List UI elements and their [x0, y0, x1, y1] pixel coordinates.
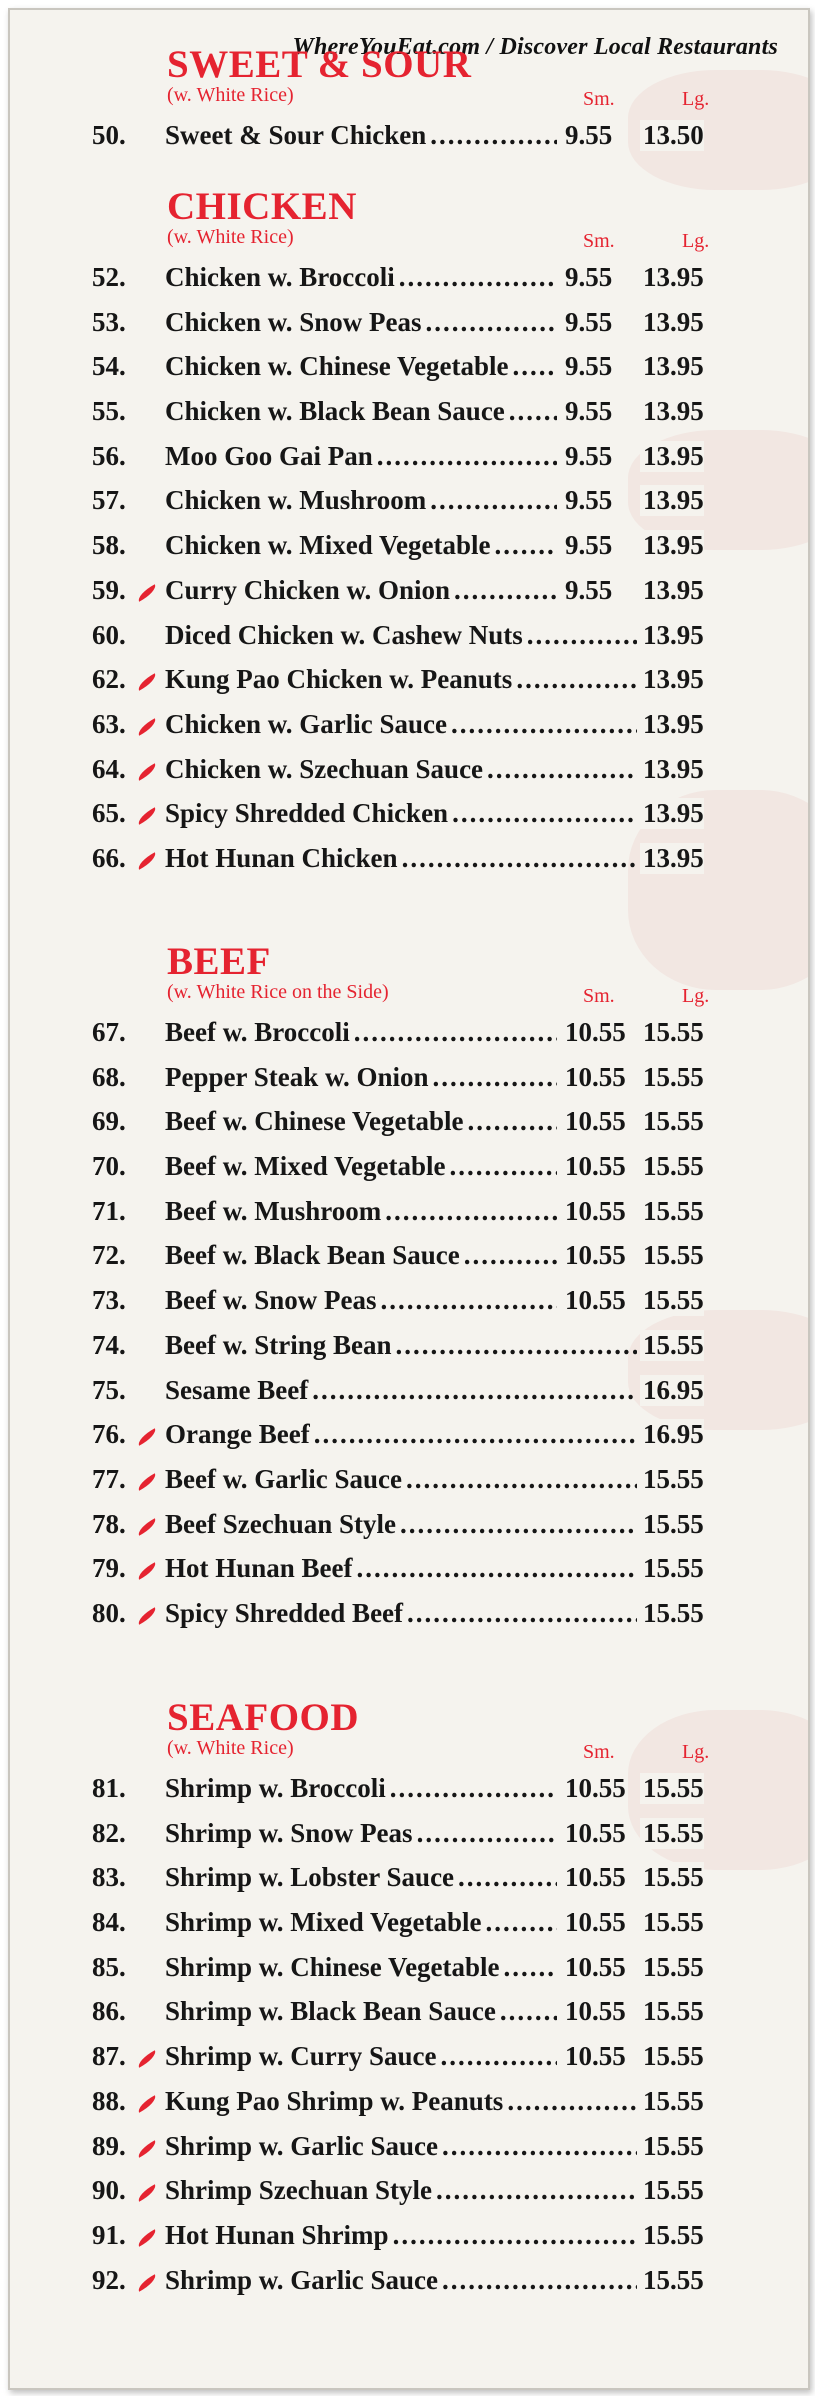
item-price-small: 10.55 — [562, 1952, 626, 1983]
item-name-leader — [165, 351, 557, 382]
menu-item — [0, 1547, 815, 1592]
item-number: 88. — [92, 2085, 126, 2116]
item-price-small: 10.55 — [562, 1907, 626, 1938]
item-number: 85. — [92, 1951, 126, 1982]
item-name: Shrimp w. Snow Peas — [165, 1817, 413, 1848]
item-price-large: 13.95 — [640, 441, 704, 472]
item-name: Shrimp w. Garlic Sauce — [165, 2264, 439, 2295]
item-price-large: 13.95 — [640, 798, 704, 829]
column-header-small: Sm. — [583, 88, 615, 110]
item-price-large: 15.55 — [640, 1151, 704, 1182]
item-number: 75. — [92, 1374, 126, 1405]
menu-item — [0, 2035, 815, 2080]
item-name: Chicken w. Black Bean Sauce — [165, 396, 505, 427]
item-name: Shrimp w. Lobster Sauce — [165, 1862, 455, 1893]
item-price-large: 15.55 — [640, 2086, 704, 2117]
chili-pepper-icon — [135, 1563, 158, 1580]
chili-pepper-icon — [135, 2050, 158, 2067]
item-price-small: 10.55 — [562, 1862, 626, 1893]
item-name: Sweet & Sour Chicken — [165, 120, 427, 150]
item-price-small: 9.55 — [562, 351, 612, 382]
item-name-leader — [165, 2131, 637, 2162]
item-name: Shrimp w. Curry Sauce — [165, 2041, 437, 2072]
menu-item — [0, 569, 815, 614]
item-number: 67. — [92, 1017, 126, 1047]
site-watermark: WhereYouEat.com / Discover Local Restaurants — [292, 34, 778, 60]
menu-item — [0, 1234, 815, 1279]
item-price-small: 9.55 — [562, 262, 612, 293]
item-price-small: 9.55 — [562, 396, 612, 427]
item-name: Diced Chicken w. Cashew Nuts — [165, 619, 523, 650]
menu-item — [0, 2259, 815, 2304]
menu-item — [0, 1190, 815, 1235]
item-name: Beef w. Mushroom — [165, 1195, 382, 1226]
item-number: 81. — [92, 1773, 126, 1803]
item-name: Chicken w. Mixed Vegetable — [165, 530, 491, 561]
item-name: Orange Beef — [165, 1419, 310, 1450]
chili-pepper-icon — [135, 763, 158, 780]
item-name-leader — [165, 262, 557, 293]
chili-pepper-icon — [135, 584, 158, 601]
item-name: Pepper Steak w. Onion — [165, 1061, 429, 1092]
menu-item — [0, 479, 815, 524]
menu-item-list — [0, 256, 815, 882]
item-price-large: 13.95 — [640, 664, 704, 695]
item-name: Beef Szechuan Style — [165, 1508, 396, 1539]
chili-pepper-icon — [135, 2095, 158, 2112]
menu-item — [0, 837, 815, 882]
chili-pepper-icon — [135, 718, 158, 735]
menu-item — [0, 1011, 815, 1056]
item-number: 71. — [92, 1195, 126, 1226]
section-subtitle: (w. White Rice on the Side) — [167, 981, 389, 1003]
item-name-leader — [165, 1862, 557, 1893]
item-name-leader — [165, 1818, 557, 1849]
item-price-large: 13.95 — [640, 754, 704, 785]
item-number: 87. — [92, 2041, 126, 2072]
menu-item — [0, 1324, 815, 1369]
menu-item — [0, 345, 815, 390]
column-header-small: Sm. — [583, 1741, 615, 1763]
item-name-leader — [165, 2086, 637, 2117]
menu-item — [0, 614, 815, 659]
item-name-leader — [165, 530, 557, 561]
item-number: 52. — [92, 262, 126, 292]
menu-item — [0, 1413, 815, 1458]
menu-item — [0, 1056, 815, 1101]
menu-item-list — [0, 1011, 815, 1637]
item-name-leader — [165, 307, 557, 338]
menu-item — [0, 390, 815, 435]
menu-item — [0, 2169, 815, 2214]
item-price-large: 15.55 — [640, 1509, 704, 1540]
item-price-large: 15.55 — [640, 1598, 704, 1629]
chili-pepper-icon — [135, 1473, 158, 1490]
item-number: 78. — [92, 1508, 126, 1539]
item-name: Moo Goo Gai Pan — [165, 440, 373, 471]
item-number: 57. — [92, 485, 126, 516]
chili-pepper-icon — [135, 852, 158, 869]
chili-pepper-icon — [135, 1428, 158, 1445]
item-price-large: 15.55 — [640, 1952, 704, 1983]
item-number: 90. — [92, 2175, 126, 2206]
item-name-leader — [165, 1240, 557, 1271]
menu-item — [0, 1901, 815, 1946]
menu-item — [0, 1990, 815, 2035]
item-number: 55. — [92, 396, 126, 427]
item-name: Hot Hunan Beef — [165, 1553, 353, 1584]
menu-item — [0, 256, 815, 301]
item-name-leader — [165, 396, 557, 427]
item-name: Shrimp w. Garlic Sauce — [165, 2130, 439, 2161]
item-price-small: 10.55 — [562, 1240, 626, 1271]
item-price-large: 15.55 — [640, 1996, 704, 2027]
item-number: 73. — [92, 1285, 126, 1316]
item-number: 74. — [92, 1329, 126, 1360]
item-number: 76. — [92, 1419, 126, 1450]
item-price-small: 9.55 — [562, 307, 612, 338]
item-number: 65. — [92, 798, 126, 829]
item-name-leader — [165, 1509, 637, 1540]
item-name: Beef w. String Bean — [165, 1329, 392, 1360]
section-title: SEAFOOD — [167, 1696, 360, 1739]
item-name-leader — [165, 1285, 557, 1316]
item-name: Spicy Shredded Beef — [165, 1597, 404, 1628]
item-name-leader — [165, 1151, 557, 1182]
item-name: Shrimp w. Black Bean Sauce — [165, 1996, 496, 2027]
item-price-large: 15.55 — [640, 2131, 704, 2162]
item-name: Shrimp w. Chinese Vegetable — [165, 1951, 500, 1982]
item-price-large: 13.95 — [640, 307, 704, 338]
item-name-leader — [165, 1062, 557, 1093]
item-name: Beef w. Black Bean Sauce — [165, 1240, 460, 1271]
chili-pepper-icon — [135, 2140, 158, 2157]
item-number: 92. — [92, 2264, 126, 2295]
item-price-small: 10.55 — [562, 1285, 626, 1316]
item-name-leader — [165, 1773, 557, 1804]
item-name: Kung Pao Shrimp w. Peanuts — [165, 2085, 504, 2116]
item-name-leader — [165, 441, 557, 472]
item-price-small: 10.55 — [562, 1017, 626, 1048]
item-price-large: 15.55 — [640, 2220, 704, 2251]
item-name-leader — [165, 1106, 557, 1137]
section-subtitle: (w. White Rice) — [167, 1737, 294, 1759]
item-name: Sesame Beef — [165, 1374, 309, 1405]
item-name-leader — [165, 1598, 637, 1629]
item-name: Shrimp Szechuan Style — [165, 2175, 433, 2206]
chili-pepper-icon — [135, 2184, 158, 2201]
menu-item — [0, 301, 815, 346]
item-number: 60. — [92, 619, 126, 650]
item-price-small: 10.55 — [562, 1062, 626, 1093]
item-name: Chicken w. Szechuan Sauce — [165, 753, 484, 784]
item-name: Beef w. Garlic Sauce — [165, 1463, 402, 1494]
item-name-leader — [165, 485, 557, 516]
menu-item — [0, 748, 815, 793]
item-number: 50. — [92, 120, 126, 150]
section-subtitle: (w. White Rice) — [167, 84, 294, 106]
item-price-large: 13.95 — [640, 530, 704, 561]
item-name: Beef w. Chinese Vegetable — [165, 1106, 464, 1137]
menu-item — [0, 1856, 815, 1901]
item-price-small: 10.55 — [562, 2041, 626, 2072]
item-name: Kung Pao Chicken w. Peanuts — [165, 664, 513, 695]
item-number: 72. — [92, 1240, 126, 1271]
item-price-large: 15.55 — [640, 1196, 704, 1227]
item-name-leader — [165, 1952, 557, 1983]
item-name-leader — [165, 1419, 637, 1450]
section-title: SWEET & SOUR — [167, 43, 472, 86]
section-subtitle: (w. White Rice) — [167, 226, 294, 248]
menu-item-list — [0, 114, 815, 159]
item-name-leader — [165, 1017, 557, 1048]
item-name-leader — [165, 1907, 557, 1938]
item-price-large: 16.95 — [640, 1419, 704, 1450]
item-price-large: 15.55 — [640, 1017, 704, 1048]
column-header-large: Lg. — [682, 88, 710, 110]
item-number: 69. — [92, 1106, 126, 1137]
item-name-leader — [165, 798, 637, 829]
item-price-small: 10.55 — [562, 1773, 626, 1804]
item-name-leader — [165, 843, 637, 874]
item-number: 64. — [92, 753, 126, 784]
item-number: 62. — [92, 664, 126, 695]
item-price-large: 15.55 — [640, 2175, 704, 2206]
item-price-small: 9.55 — [562, 120, 612, 151]
item-price-large: 15.55 — [640, 1062, 704, 1093]
item-number: 58. — [92, 530, 126, 561]
item-name: Hot Hunan Chicken — [165, 842, 398, 873]
item-name-leader — [165, 2265, 637, 2296]
column-header-large: Lg. — [682, 985, 710, 1007]
item-name: Chicken w. Garlic Sauce — [165, 708, 447, 739]
item-name-leader — [165, 575, 557, 606]
item-name: Beef w. Mixed Vegetable — [165, 1151, 446, 1182]
menu-item — [0, 1592, 815, 1637]
item-name-leader — [165, 1996, 557, 2027]
item-name: Chicken w. Snow Peas — [165, 306, 422, 337]
item-name-leader — [165, 620, 637, 651]
item-number: 53. — [92, 306, 126, 337]
item-price-large: 15.55 — [640, 1907, 704, 1938]
item-number: 66. — [92, 842, 126, 873]
item-price-large: 15.55 — [640, 1818, 704, 1849]
menu-item — [0, 2214, 815, 2259]
item-number: 59. — [92, 574, 126, 605]
item-price-large: 15.55 — [640, 1553, 704, 1584]
item-number: 68. — [92, 1061, 126, 1092]
column-header-small: Sm. — [583, 230, 615, 252]
item-price-small: 10.55 — [562, 1151, 626, 1182]
item-price-small: 9.55 — [562, 485, 612, 516]
chili-pepper-icon — [135, 1607, 158, 1624]
item-number: 80. — [92, 1597, 126, 1628]
item-price-large: 13.95 — [640, 485, 704, 516]
menu-item — [0, 1145, 815, 1190]
item-name-leader — [165, 120, 557, 151]
menu-item — [0, 2080, 815, 2125]
item-number: 89. — [92, 2130, 126, 2161]
item-price-large: 15.55 — [640, 1240, 704, 1271]
item-name: Beef w. Snow Peas — [165, 1285, 377, 1316]
item-price-large: 15.55 — [640, 2265, 704, 2296]
item-name-leader — [165, 1375, 637, 1406]
item-number: 82. — [92, 1817, 126, 1848]
item-price-large: 13.95 — [640, 396, 704, 427]
item-number: 70. — [92, 1151, 126, 1182]
item-price-large: 16.95 — [640, 1375, 704, 1406]
item-number: 54. — [92, 351, 126, 382]
item-name: Spicy Shredded Chicken — [165, 798, 449, 829]
menu-item — [0, 1767, 815, 1812]
item-name: Beef w. Broccoli — [165, 1017, 350, 1047]
item-price-small: 10.55 — [562, 1196, 626, 1227]
item-name: Chicken w. Broccoli — [165, 262, 395, 292]
menu-item — [0, 1279, 815, 1324]
item-price-small: 9.55 — [562, 575, 612, 606]
chili-pepper-icon — [135, 673, 158, 690]
item-price-large: 13.50 — [640, 120, 704, 151]
menu-item — [0, 1946, 815, 1991]
item-price-small: 9.55 — [562, 441, 612, 472]
item-name-leader — [165, 664, 637, 695]
item-name-leader — [165, 1553, 637, 1584]
item-price-large: 13.95 — [640, 575, 704, 606]
chili-pepper-icon — [135, 2274, 158, 2291]
item-name-leader — [165, 1464, 637, 1495]
menu-item — [0, 1369, 815, 1414]
item-number: 77. — [92, 1463, 126, 1494]
menu-item — [0, 435, 815, 480]
item-number: 79. — [92, 1553, 126, 1584]
item-price-large: 15.55 — [640, 1106, 704, 1137]
item-name-leader — [165, 1330, 637, 1361]
menu-item — [0, 792, 815, 837]
item-name: Shrimp w. Broccoli — [165, 1773, 386, 1803]
item-price-small: 10.55 — [562, 1996, 626, 2027]
item-name: Chicken w. Mushroom — [165, 485, 427, 516]
menu-item — [0, 1458, 815, 1503]
section-title: BEEF — [167, 940, 271, 983]
item-name: Curry Chicken w. Onion — [165, 574, 451, 605]
item-number: 91. — [92, 2219, 126, 2250]
column-header-large: Lg. — [682, 1741, 710, 1763]
item-name-leader — [165, 2220, 637, 2251]
menu-item — [0, 2125, 815, 2170]
item-name: Hot Hunan Shrimp — [165, 2219, 389, 2250]
menu-item — [0, 1503, 815, 1548]
item-number: 86. — [92, 1996, 126, 2027]
item-number: 63. — [92, 708, 126, 739]
item-price-small: 10.55 — [562, 1818, 626, 1849]
item-price-large: 15.55 — [640, 1862, 704, 1893]
item-price-large: 15.55 — [640, 2041, 704, 2072]
chili-pepper-icon — [135, 1518, 158, 1535]
item-name: Chicken w. Chinese Vegetable — [165, 351, 509, 382]
column-header-small: Sm. — [583, 985, 615, 1007]
menu-item — [0, 114, 815, 159]
menu-item — [0, 1100, 815, 1145]
item-number: 56. — [92, 440, 126, 471]
menu-item — [0, 658, 815, 703]
item-number: 84. — [92, 1907, 126, 1938]
item-name-leader — [165, 2041, 557, 2072]
menu-item — [0, 703, 815, 748]
section-title: CHICKEN — [167, 185, 357, 228]
item-price-small: 9.55 — [562, 530, 612, 561]
item-name-leader — [165, 754, 637, 785]
item-price-large: 13.95 — [640, 620, 704, 651]
menu-item — [0, 524, 815, 569]
item-price-large: 15.55 — [640, 1330, 704, 1361]
item-name: Shrimp w. Mixed Vegetable — [165, 1907, 482, 1938]
item-price-large: 13.95 — [640, 262, 704, 293]
item-price-large: 13.95 — [640, 843, 704, 874]
item-price-large: 15.55 — [640, 1464, 704, 1495]
item-price-large: 13.95 — [640, 709, 704, 740]
item-name-leader — [165, 1196, 557, 1227]
item-price-large: 15.55 — [640, 1773, 704, 1804]
item-price-large: 15.55 — [640, 1285, 704, 1316]
item-number: 83. — [92, 1862, 126, 1893]
item-name-leader — [165, 709, 637, 740]
item-name-leader — [165, 2175, 637, 2206]
chili-pepper-icon — [135, 808, 158, 825]
column-header-large: Lg. — [682, 230, 710, 252]
item-price-small: 10.55 — [562, 1106, 626, 1137]
menu-item-list — [0, 1767, 815, 2303]
menu-item — [0, 1812, 815, 1857]
item-price-large: 13.95 — [640, 351, 704, 382]
chili-pepper-icon — [135, 2229, 158, 2246]
